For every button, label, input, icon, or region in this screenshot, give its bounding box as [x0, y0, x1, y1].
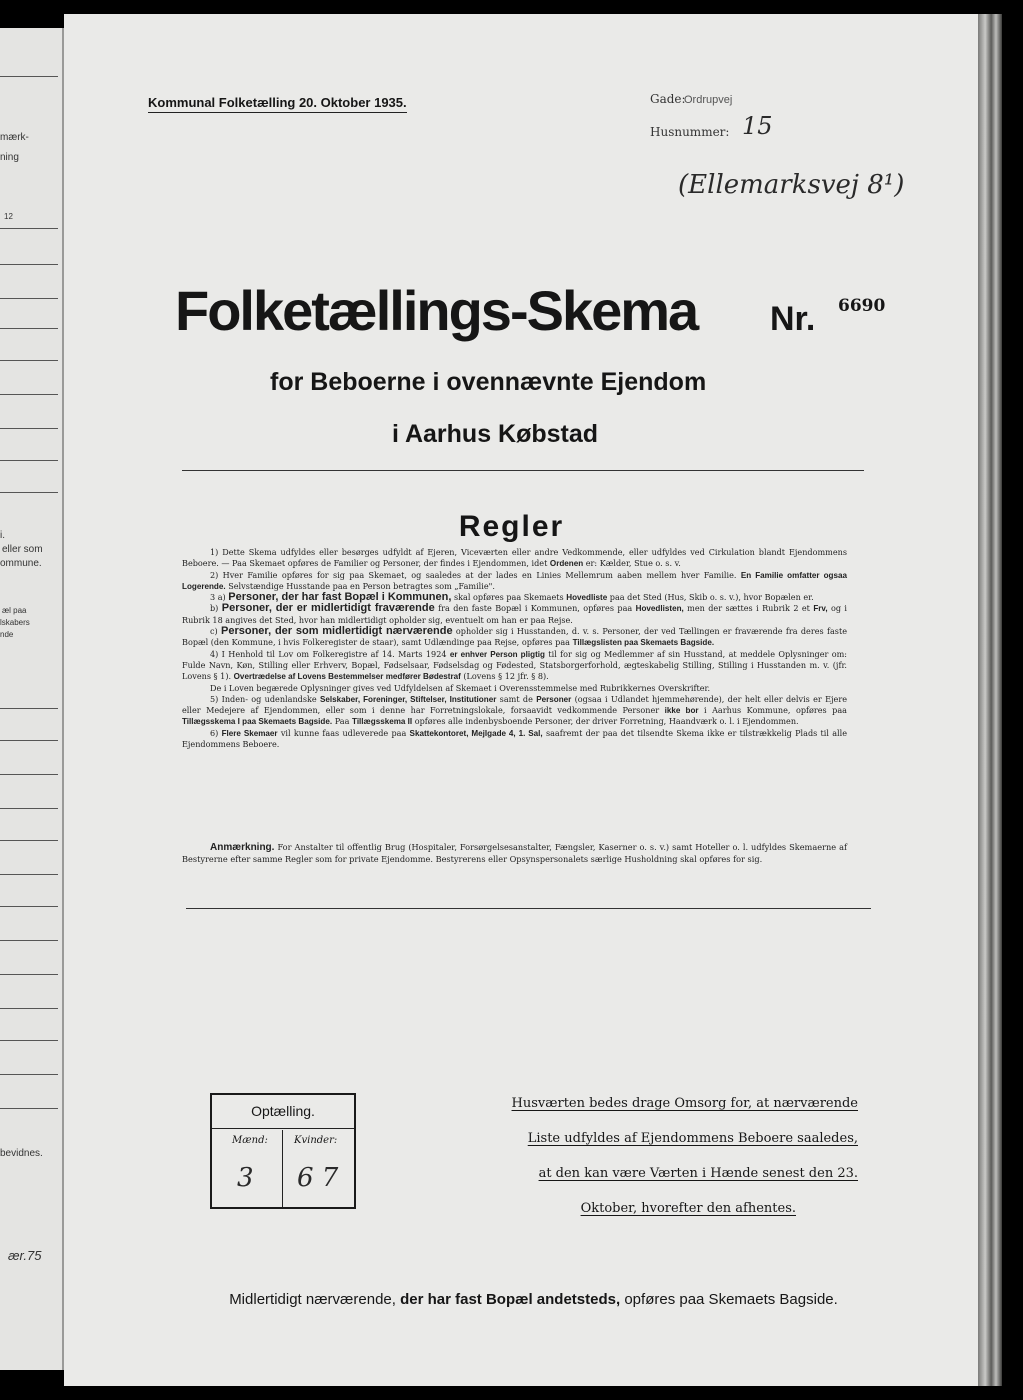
fragment: æl paa	[2, 606, 27, 615]
remark-label: Anmærkning.	[210, 842, 275, 853]
rule-3a: 3 a) Personer, der har fast Bopæl i Kommunen, skal opføres paa Skemaets Hovedliste paa det Sted (Hus, Skib o. s. v.), hvor Bopælen er.	[210, 591, 814, 604]
footer-note: Midlertidigt nærværende, der har fast Bopæl andetsteds, opføres paa Skemaets Bagside.	[229, 1291, 838, 1308]
rules-heading: Regler	[458, 510, 565, 543]
fragment: i.	[0, 530, 5, 541]
house-number-label: Husnummer:	[650, 125, 730, 139]
notice-line: Liste udfyldes af Ejendommens Beboere saaledes,	[527, 1131, 858, 1146]
rules-text	[182, 547, 847, 750]
rule-6: 6) Flere Skemaer vil kunne faas udleverede paa Skattekontoret, Mejlgade 4, 1. Sal, saafremt der paa det tilsendte Skema ikke er tilstrækkelig Plads til alle Ejendommens Beboere.	[182, 727, 847, 750]
subtitle-residents: for Beboerne i ovennævnte Ejendom	[270, 368, 707, 396]
form-title: Folketællings-Skema	[175, 279, 698, 342]
fragment: bevidnes.	[0, 1148, 43, 1159]
fragment: mærk-	[0, 132, 29, 143]
form-number: 6690	[838, 296, 886, 316]
adjacent-page	[0, 28, 64, 1370]
women-label: Kvinder:	[294, 1135, 338, 1146]
rule-3c: c) Personer, der som midlertidigt nærværende opholder sig i Husstanden, d. v. s. Personer, der ved Tællingen er fraværende fra deres faste Bopæl (den Kommune, i hvis Folkeregister de staar), samt Udlændinge paa Rejse, opføres paa Tillægslisten paa Skemaets Bagside.	[182, 625, 847, 648]
fragment: ning	[0, 152, 19, 163]
count-title: Optælling.	[251, 1103, 315, 1119]
street-label: Gade:	[650, 92, 686, 106]
house-number-value: 15	[742, 112, 773, 140]
men-label: Mænd:	[232, 1135, 268, 1146]
count-box	[210, 1093, 356, 1209]
notice-line: Husværten bedes drage Omsorg for, at nærværende	[511, 1096, 858, 1111]
census-header: Kommunal Folketælling 20. Oktober 1935.	[148, 95, 407, 113]
fragment: eller som	[2, 544, 43, 555]
number-label: Nr.	[770, 300, 816, 338]
fragment: ommune.	[0, 558, 42, 569]
subtitle-city: i Aarhus Købstad	[392, 420, 599, 448]
divider	[182, 470, 864, 471]
rule-4: 4) I Henhold til Lov om Folkeregistre af 14. Marts 1924 er enhver Person pligtig til for sig og Medlemmer af sin Husstand, at meddele Oplysninger om: Fulde Navn, Køn, Stilling eller Erhverv, Bopæl, Fødselsaar, Fødselsdag og Fødested, Statsborgerforhold, ægteskabelig Stilling, Stilling i Husstanden m. v. (jfr. Lovens § 1). Overtrædelse af Lovens Bestemmelser medfører Bødestraf (Lovens § 12 jfr. § 8).	[182, 648, 848, 682]
notice-line: Oktober, hvorefter den afhentes.	[580, 1201, 796, 1216]
notice-line: at den kan være Værten i Hænde senest den 23.	[538, 1166, 858, 1181]
men-count: 3	[237, 1163, 254, 1193]
fragment: lskabers	[0, 618, 30, 627]
rule-4b: De i Loven begærede Oplysninger gives ved Udfyldelsen af Skemaet i Overensstemmelse med Rubrikkernes Overskrifter.	[210, 682, 711, 693]
fragment: nde	[0, 630, 14, 639]
rule-3b: b) Personer, der er midlertidigt fraværende fra den faste Bopæl i Kommunen, opføres paa Hovedlisten, men der sættes i Rubrik 2 et Frv, og i Rubrik 18 angives det Sted, hvor han midlertidigt opholder sig, eventuelt om han er paa Rejse.	[182, 602, 848, 625]
fragment: 12	[4, 212, 13, 221]
remark-text: For Anstalter til offentlig Brug (Hospitaler, Forsørgelsesanstalter, Fængsler, Kaserner o. s. v.) samt Hoteller o. l. udfyldes Skemaerne af Bestyrerne efter samme Regler som for private Ejendomme. Bestyrerens eller Opsynspersonalets særlige Husholdning skal opføres for sig.	[182, 842, 847, 864]
women-count: 6 7	[297, 1163, 339, 1193]
handwritten-note: ær.75	[8, 1248, 42, 1263]
rule-1: 1) Dette Skema udfyldes eller besørges udfyldt af Ejeren, Viceværten eller andre Vedkommende, eller udfyldes ved Cirkulation blandt Ejendommens Beboere. — Paa Skemaet opføres de Familier og Personer, der findes i Ejendommen, idet Ordenen er: Kælder, Stue o. s. v.	[182, 547, 847, 569]
street-value: Ordrupvej	[684, 94, 733, 106]
rule-2: 2) Hver Familie opføres for sig paa Skemaet, og saaledes at der lades en Linies Mellemrum aaben mellem hver Familie. En Familie omfatter ogsaa Logerende. Selvstændige Husstande paa en Person betragtes som „Familie".	[182, 569, 847, 591]
page-stack-edge	[978, 14, 1002, 1386]
divider	[186, 908, 871, 909]
alternate-address: (Ellemarksvej 8¹)	[678, 170, 905, 200]
rule-5: 5) Inden- og udenlandske Selskaber, Foreninger, Stiftelser, Institutioner samt de Personer (ogsaa i Udlandet hjemmehørende), der helt eller delvis er Ejere eller Medejere af Ejendommen, eller som i denne har Forretningslokale, forsaavidt vedkommende Personer ikke bor i Aarhus Kommune, opføres paa Tillægsskema I paa Skemaets Bagside. Paa Tillægsskema II opføres alle indenbysboende Personer, der driver Forretning, Haandværk o. l. i Ejendommen.	[182, 693, 847, 727]
remark	[182, 842, 847, 865]
